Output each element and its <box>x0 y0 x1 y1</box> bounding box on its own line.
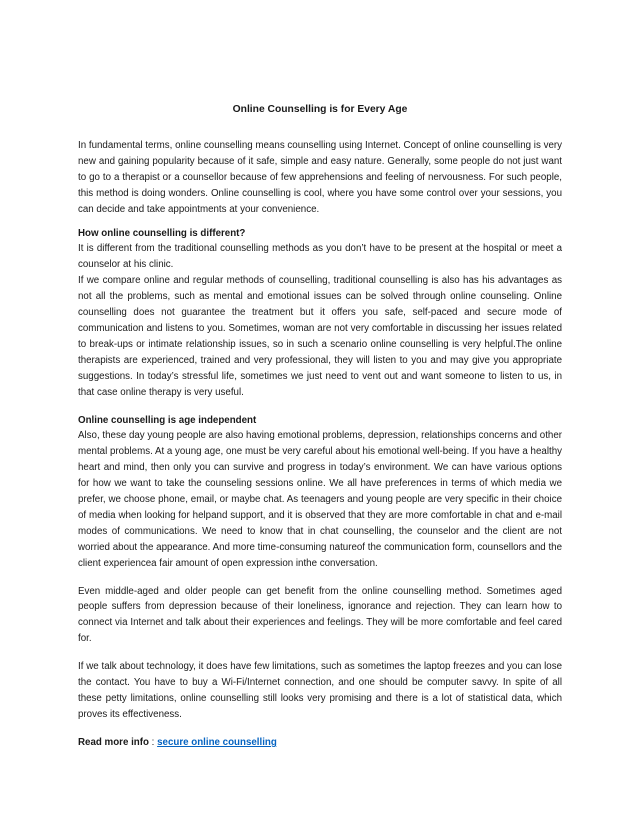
section-age-independent <box>78 413 562 572</box>
section-heading-how-different: How online counselling is different? <box>78 227 246 239</box>
read-more-line <box>78 735 562 751</box>
document-page <box>78 103 562 751</box>
intro-paragraph: In fundamental terms, online counselling means counselling using Internet. Concept of online counselling is very new and gaining popularity because of it safe, simple and easy nature. Generally, some people do not just want to go to a therapist or a counsellor because of few apprehensions and feeling of nervousness. For such people, this method is doing wonders. Online counselling is cool, where you have some control over your sessions, you can decide and take appointments at your convenience. <box>78 140 562 215</box>
read-more-separator: : <box>148 736 158 748</box>
section-heading-age-independent: Online counselling is age independent <box>78 414 257 426</box>
paragraph-different-traditional: It is different from the traditional counselling methods as you don’t have to be present at the hospital or meet a counselor at his clinic. <box>78 243 562 271</box>
paragraph-limitations: If we talk about technology, it does have few limitations, such as sometimes the laptop freezes and you can lose the contact. You have to buy a Wi-Fi/Internet connection, and one should be computer savvy. In spite of all these petty limitations, online counselling still looks very promising and there is a lot of statistical data, which proves its effectiveness. <box>78 661 562 720</box>
paragraph-young-people: Also, these day young people are also having emotional problems, depression, relationships concerns and other mental problems. At a young age, one must be very careful about his emotional well-being. If you have a healthy heart and mind, then only you can survive and progress in today’s environment. We can have various options for how we want to take the counseling sessions online. We all have preferences in terms of which media we prefer, we choose phone, email, or maybe chat. As teenagers and young people are very specific in their choice of media when looking for helpand support, and it is observed that they are more comfortable in chat and e-mail modes of communications. We need to know that in chat counselling, the counselor and the client are not worried about the appearance. And more time-consuming natureof the communication form, counsellors and the client experiencea fair amount of open expression inthe conversation. <box>78 430 563 569</box>
document-title: Online Counselling is for Every Age <box>232 104 408 115</box>
read-more-label: Read more info <box>78 736 149 748</box>
paragraph-middle-aged: Even middle-aged and older people can get benefit from the online counselling method. Sometimes aged people suffers from depression because of their loneliness, ignorance and rejection. They can learn how to connect via Internet and talk about their experiences and feelings. They will be more comfortable and feel cared for. <box>78 585 562 645</box>
section-how-different <box>78 226 562 401</box>
paragraph-compare-methods: If we compare online and regular methods of counselling, traditional counselling is also has his advantages as not all the problems, such as mental and emotional issues can be solved through online counseling. Online counselling does not guarantee the treatment but it offers you safe, self-paced and secure mode of communication and listens to you. Sometimes, woman are not very comfortable in discussing her issues related to break-ups or intimate relationship issues, so in such a scenario online counselling is very helpful.The online therapists are experienced, trained and very professional, they will listen to you and may give you appropriate suggestions. In today’s stressful life, sometimes we just need to vent out and want someone to listen to us, in that case online therapy is very useful. <box>78 275 562 398</box>
secure-online-counselling-link[interactable]: secure online counselling <box>157 736 277 748</box>
